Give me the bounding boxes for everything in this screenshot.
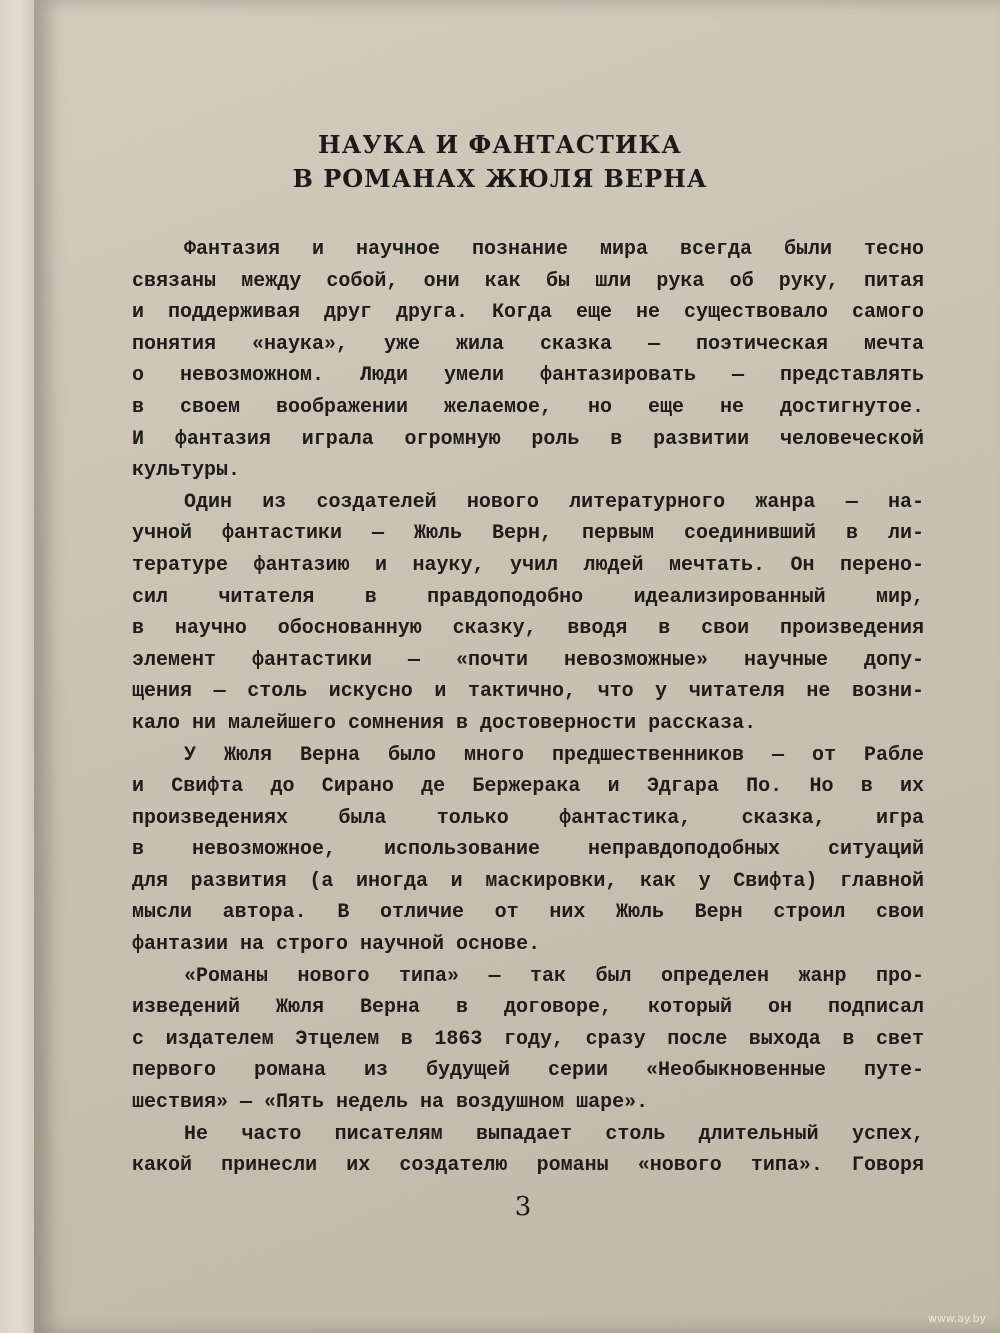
text-line: Не часто писателям выпадает столь длительный успех, bbox=[184, 1122, 924, 1146]
text-line: щения — столь искусно и тактично, что у читателя не возни- bbox=[132, 680, 924, 704]
chapter-title bbox=[0, 128, 1000, 196]
paragraph bbox=[132, 487, 924, 740]
text-line: У Жюля Верна было много предшественников — от Рабле bbox=[184, 743, 924, 767]
text-line: тературе фантазию и науку, учил людей мечтать. Он перено- bbox=[132, 553, 924, 577]
text-line: о невозможном. Люди умели фантазировать — представлять bbox=[132, 364, 924, 388]
text-line: первого романа из будущей серии «Необыкновенные путе- bbox=[132, 1059, 924, 1083]
body-text bbox=[132, 234, 924, 1182]
paragraph bbox=[132, 740, 924, 961]
watermark: www.ay.by bbox=[927, 1312, 986, 1325]
text-line: связаны между собой, они как бы шли рука об руку, питая bbox=[132, 269, 924, 293]
text-line: понятия «наука», уже жила сказка — поэтическая мечта bbox=[132, 332, 924, 356]
text-line: Фантазия и научное познание мира всегда были тесно bbox=[184, 238, 924, 261]
text-line: шествия» — «Пять недель на воздушном шаре». bbox=[132, 1091, 649, 1115]
adjacent-page-edge bbox=[0, 0, 34, 1333]
page-number: 3 bbox=[514, 1192, 532, 1222]
text-line: для развития (а иногда и маскировки, как у Свифта) главной bbox=[132, 869, 924, 893]
text-line: и Свифта до Сирано де Бержерака и Эдгара По. Но в их bbox=[132, 775, 924, 799]
chapter-title-line-1: НАУКА И ФАНТАСТИКА bbox=[318, 130, 682, 159]
text-line: мысли автора. В отличие от них Жюль Верн строил свои bbox=[132, 901, 924, 925]
text-line: элемент фантастики — «почти невозможные» научные допу- bbox=[132, 648, 924, 672]
paragraph bbox=[132, 234, 924, 487]
text-line: фантазии на строго научной основе. bbox=[132, 933, 541, 957]
text-line: кало ни малейшего сомнения в достоверности рассказа. bbox=[132, 711, 757, 735]
text-line: какой принесли их создателю романы «нового типа». Говоря bbox=[132, 1154, 924, 1178]
text-line: и поддерживая друг друга. Когда еще не существовало самого bbox=[132, 301, 924, 325]
paragraph bbox=[132, 1119, 924, 1182]
text-line: в своем воображении желаемое, но еще не достигнутое. bbox=[132, 395, 924, 419]
text-line: И фантазия играла огромную роль в развитии человеческой bbox=[132, 427, 924, 451]
chapter-title-line-2: В РОМАНАХ ЖЮЛЯ ВЕРНА bbox=[292, 164, 708, 193]
text-line: «Романы нового типа» — так был определен жанр про- bbox=[184, 964, 924, 988]
text-line: сил читателя в правдоподобно идеализированный мир, bbox=[132, 585, 924, 609]
text-line: с издателем Этцелем в 1863 году, сразу после выхода в свет bbox=[132, 1027, 924, 1051]
text-line: в невозможное, использование неправдоподобных ситуаций bbox=[132, 838, 924, 862]
paragraph bbox=[132, 961, 924, 1119]
text-line: учной фантастики — Жюль Верн, первым соединивший в ли- bbox=[132, 522, 924, 546]
text-line: культуры. bbox=[132, 459, 241, 483]
text-line: в научно обоснованную сказку, вводя в свои произведения bbox=[132, 617, 924, 641]
text-line: Один из создателей нового литературного жанра — на- bbox=[184, 490, 924, 514]
text-line: произведениях была только фантастика, сказка, игра bbox=[132, 806, 924, 830]
text-line: изведений Жюля Верна в договоре, который он подписал bbox=[132, 996, 924, 1020]
